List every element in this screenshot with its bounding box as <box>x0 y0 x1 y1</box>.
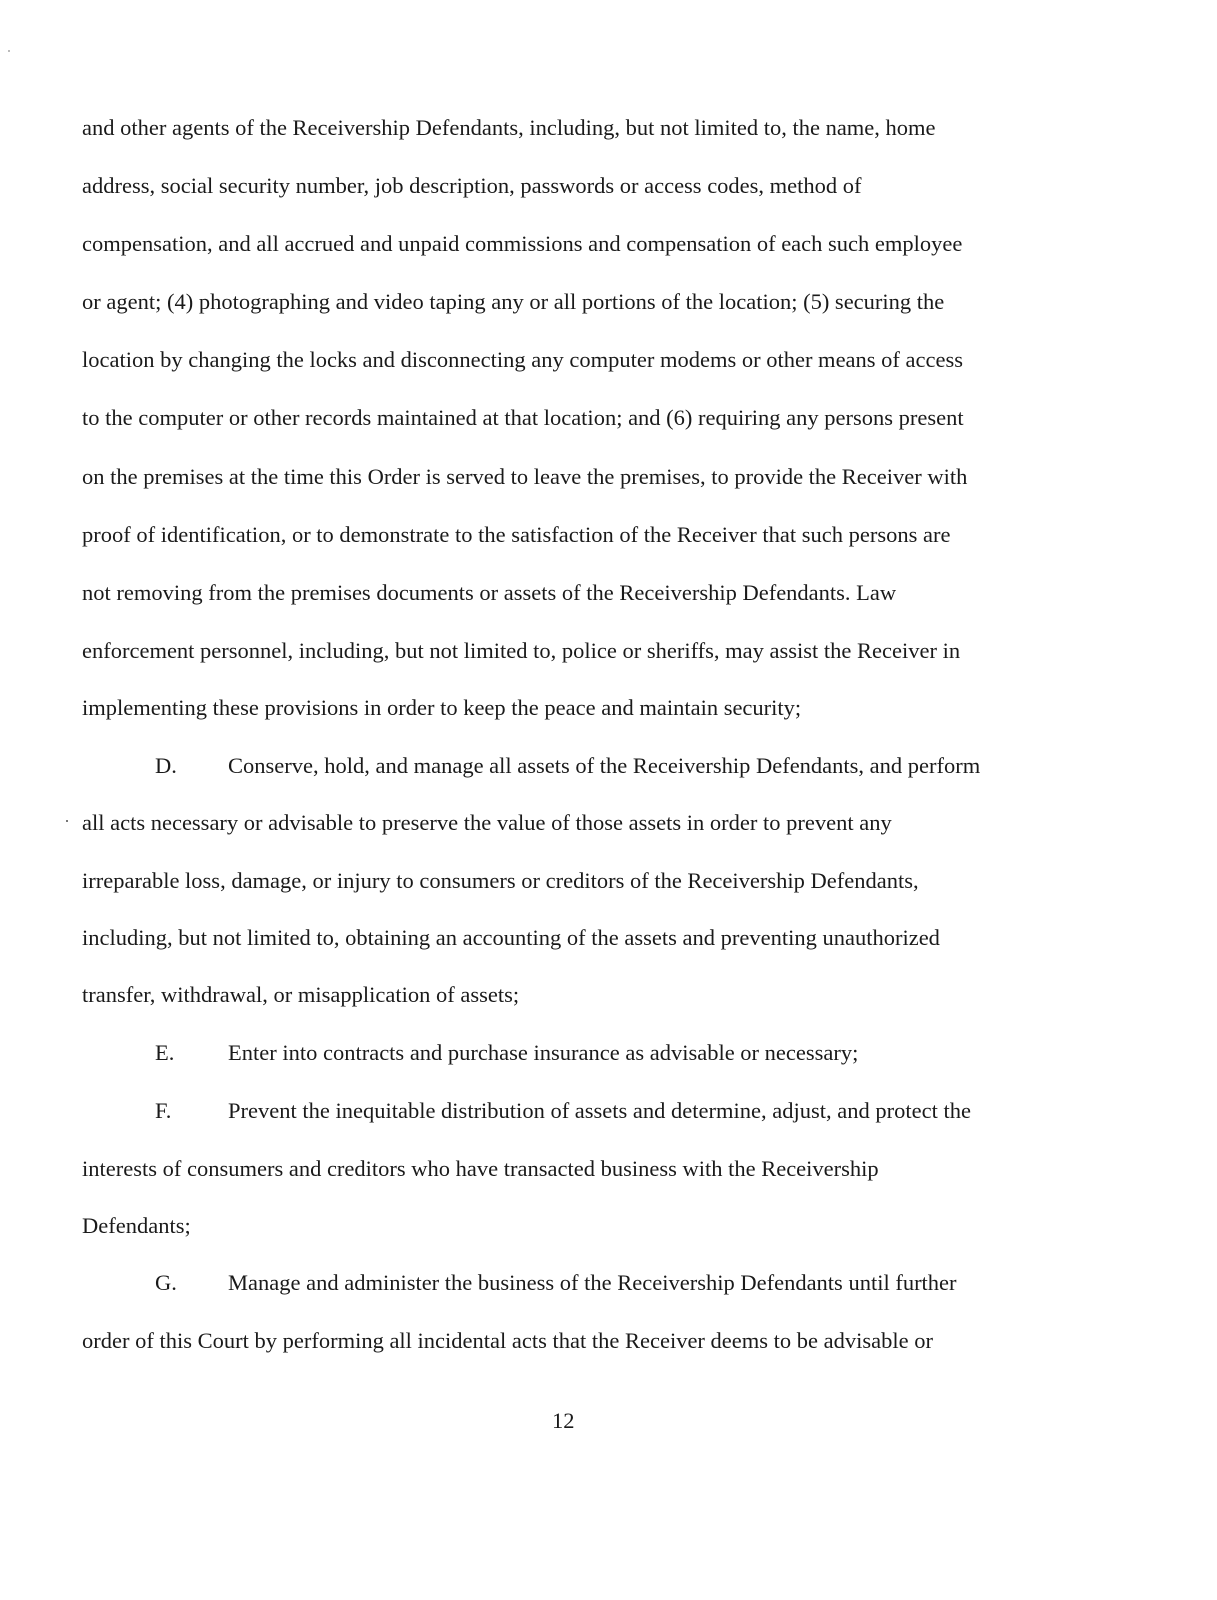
scan-speck <box>8 50 10 52</box>
text-line: Manage and administer the business of the Receivership Defendants until further <box>228 1270 957 1295</box>
text-line: interests of consumers and creditors who have transacted business with the Receivership <box>82 1156 879 1181</box>
text-line: compensation, and all accrued and unpaid commissions and compensation of each such employee <box>82 231 963 256</box>
text-line: not removing from the premises documents or assets of the Receivership Defendants. Law <box>82 580 897 605</box>
text-line: all acts necessary or advisable to preserve the value of those assets in order to prevent any <box>82 810 892 835</box>
text-line: including, but not limited to, obtaining an accounting of the assets and preventing unauthorized <box>82 925 940 950</box>
text-line: order of this Court by performing all incidental acts that the Receiver deems to be advisable or <box>82 1328 933 1353</box>
text-line: location by changing the locks and disconnecting any computer modems or other means of access <box>82 347 963 372</box>
text-line: address, social security number, job description, passwords or access codes, method of <box>82 173 862 198</box>
text-line: irreparable loss, damage, or injury to consumers or creditors of the Receivership Defendants, <box>82 868 919 893</box>
text-line: transfer, withdrawal, or misapplication of assets; <box>82 982 520 1007</box>
item-label-d: D. <box>155 753 177 778</box>
text-line: Prevent the inequitable distribution of assets and determine, adjust, and protect the <box>228 1098 971 1123</box>
text-line: Defendants; <box>82 1213 191 1238</box>
text-line: on the premises at the time this Order is served to leave the premises, to provide the Receiver with <box>82 464 968 489</box>
text-line: implementing these provisions in order to keep the peace and maintain security; <box>82 695 802 720</box>
text-line: Conserve, hold, and manage all assets of the Receivership Defendants, and perform <box>228 753 981 778</box>
text-line: to the computer or other records maintained at that location; and (6) requiring any persons present <box>82 405 964 430</box>
text-line: Enter into contracts and purchase insurance as advisable or necessary; <box>228 1040 859 1065</box>
text-line: and other agents of the Receivership Defendants, including, but not limited to, the name, home <box>82 115 936 140</box>
text-line: or agent; (4) photographing and video taping any or all portions of the location; (5) securing the <box>82 289 945 314</box>
scan-speck <box>66 820 68 822</box>
page-number: 12 <box>552 1408 575 1433</box>
item-label-e: E. <box>155 1040 175 1065</box>
item-label-g: G. <box>155 1270 177 1295</box>
item-label-f: F. <box>155 1098 172 1123</box>
text-line: enforcement personnel, including, but not limited to, police or sheriffs, may assist the Receiver in <box>82 638 961 663</box>
text-line: proof of identification, or to demonstrate to the satisfaction of the Receiver that such persons are <box>82 522 951 547</box>
